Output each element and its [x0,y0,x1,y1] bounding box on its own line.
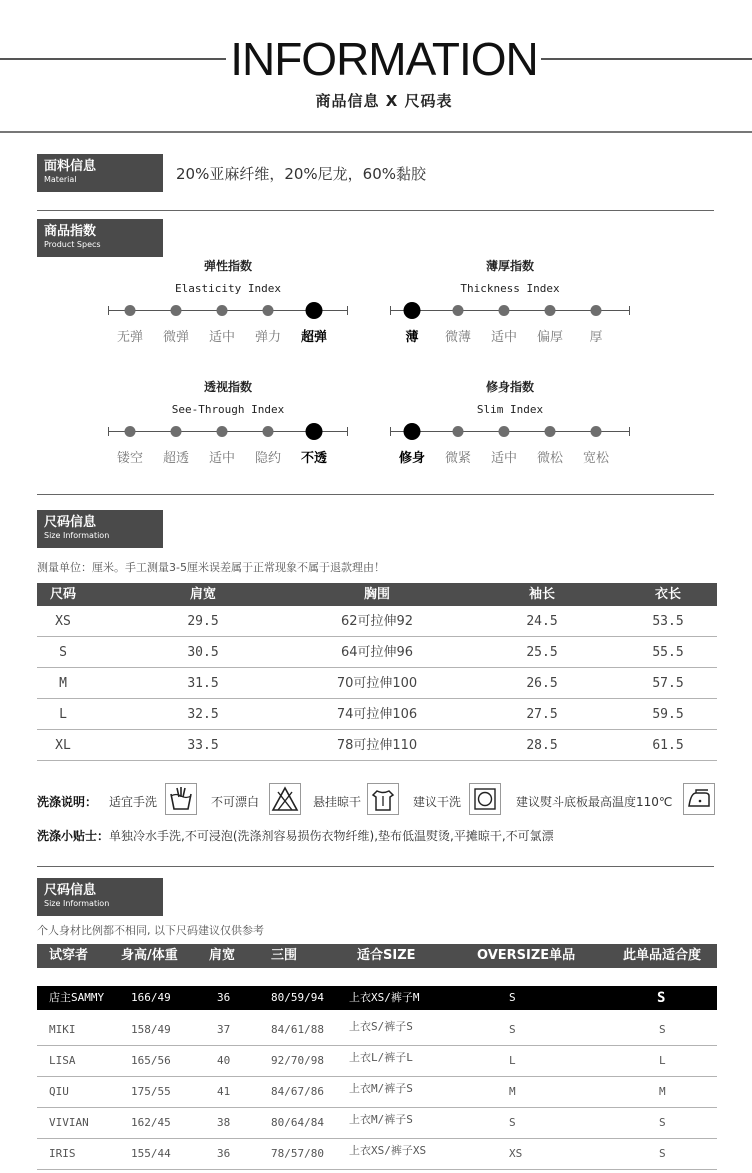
scale-label: 适中 [490,330,518,345]
fit-cell: 36 [217,991,231,1004]
size-cell: 32.5 [187,707,219,722]
size-cell: 24.5 [526,614,558,629]
scale-dot [591,426,602,437]
table-row [37,1139,717,1170]
size-table-header [37,583,717,606]
scale-end [347,306,348,315]
care-lead: 洗涤说明： [37,795,98,809]
scale-dot [306,423,323,440]
fit-cell: 上衣XS/裤子XS [349,1144,427,1157]
scale-dot [453,426,464,437]
fit-header-cell: OVERSIZE单品 [477,948,576,963]
scale-title-en: Thickness Index [460,282,560,295]
fit-cell: S [509,991,516,1004]
scale-dot [263,305,274,316]
scale-end [108,306,109,315]
scale-end [629,427,630,436]
table-row [37,1108,717,1139]
fit-header-cell: 试穿者 [49,948,89,963]
size-cell: 55.5 [652,645,684,660]
fit-cell: M [659,1085,666,1098]
scale-dot [217,305,228,316]
scale-label: 隐约 [254,451,282,466]
scale-dot [263,426,274,437]
scale-end [347,427,348,436]
hang-dry-icon [367,783,399,815]
size-cell: 25.5 [526,645,558,660]
size-cell: 74可拉伸106 [336,707,418,722]
size-cell: 64可拉伸96 [340,645,414,660]
fit-cell: 80/59/94 [271,991,324,1004]
scale-label: 镂空 [116,451,144,466]
fit-note: 个人身材比例都不相同, 以下尺码建议仅供参考 [37,924,264,937]
table-row [37,699,717,730]
fit-cell: 38 [217,1116,231,1129]
care-label-hang-dry: 悬挂晾干 [313,795,362,809]
scale-title-cn: 透视指数 [203,380,252,394]
measure-note: 测量单位：厘米。手工测量3-5厘米误差属于正常现象不属于退款理由！ [37,561,385,574]
scale-dot [217,426,228,437]
fit-cell: 40 [217,1054,231,1067]
scale-title-en: Elasticity Index [175,282,281,295]
scale-title-cn: 修身指数 [485,380,534,394]
fit-tag: 尺码信息 Size Information [37,878,163,916]
fit-cell: M [509,1085,516,1098]
scale-label: 适中 [208,330,236,345]
fit-cell: S [657,990,666,1006]
no-bleach-icon [269,783,301,815]
care-label-no-bleach: 不可漂白 [211,795,260,809]
dry-clean-icon [469,783,501,815]
size-cell: 31.5 [187,676,219,691]
fit-cell: 166/49 [131,991,171,1004]
size-header-cell: 衣长 [654,587,682,602]
size-cell: 27.5 [526,707,558,722]
fit-cell: 162/45 [131,1116,171,1129]
hand-wash-icon [165,783,197,815]
scale-end [108,427,109,436]
fit-cell: 上衣M/裤子S [349,1113,413,1126]
tips-lead: 洗涤小贴士： [37,829,110,843]
scale-title-en: See-Through Index [171,403,285,416]
scale-label: 宽松 [582,451,610,466]
size-cell: M [59,676,67,691]
table-row [37,730,717,761]
fit-cell: S [509,1023,516,1036]
scale-title-cn: 薄厚指数 [485,259,534,273]
fit-cell: 84/61/88 [271,1023,324,1036]
material-tag: 面料信息 Material [37,154,163,192]
fit-cell: 36 [217,1147,231,1160]
fit-cell: L [659,1054,666,1067]
fit-cell: MIKI [49,1023,76,1036]
care-tips [37,827,554,844]
scale-label: 微弹 [162,330,190,345]
scale-label: 偏厚 [536,330,564,345]
size-cell: S [59,645,67,660]
fit-header-cell: 适合SIZE [357,948,416,963]
care-label-iron: 建议熨斗底板最高温度110℃ [516,795,673,809]
fit-cell: S [659,1023,666,1036]
scale-label: 弹力 [254,330,282,345]
size-cell: 62可拉伸92 [340,614,414,629]
fit-table-header [37,944,717,968]
fit-cell: 78/57/80 [271,1147,324,1160]
fit-cell: 84/67/86 [271,1085,324,1098]
fit-cell: 上衣S/裤子S [349,1020,413,1033]
scale-dot [545,305,556,316]
page-title: INFORMATION [230,33,538,85]
size-cell: L [59,707,67,722]
size-cell: 78可拉伸110 [336,738,418,753]
fit-cell: L [509,1054,516,1067]
table-row [37,606,717,637]
fit-header-cell: 三围 [271,948,298,963]
fit-cell: 155/44 [131,1147,171,1160]
fit-cell: IRIS [49,1147,76,1160]
iron-icon [683,783,715,815]
tips-text: 单独冷水手洗,不可浸泡(洗涤剂容易损伤衣物纤维),垫布低温熨烫,平摊晾干,不可氯漂 [109,829,554,843]
scale-dot [404,302,421,319]
scale-dot [125,426,136,437]
size-cell: 70可拉伸100 [336,676,418,691]
fit-cell: 92/70/98 [271,1054,324,1067]
size-tag: 尺码信息 Size Information [37,510,163,548]
divider [37,494,714,495]
fit-cell: 店主SAMMY [49,991,105,1004]
scale-label: 无弹 [116,330,144,345]
divider [37,210,714,211]
fit-cell: S [659,1116,666,1129]
fit-header-cell: 身高/体重 [121,948,178,963]
size-cell: 53.5 [652,614,684,629]
table-row [37,668,717,699]
size-header-cell: 肩宽 [189,587,217,602]
fit-cell: QIU [49,1085,69,1098]
size-cell: 57.5 [652,676,684,691]
scale-title-en: Slim Index [476,403,544,416]
care-label-hand-wash: 适宜手洗 [109,795,158,809]
fit-cell: 80/64/84 [271,1116,324,1129]
scale-dot [125,305,136,316]
fit-cell: LISA [49,1054,76,1067]
size-cell: 33.5 [187,738,219,753]
size-cell: XL [55,738,71,753]
size-cell: 59.5 [652,707,684,722]
scale-title-cn: 弹性指数 [203,259,252,273]
scale-label: 超透 [162,451,190,466]
scale-end [390,306,391,315]
divider [37,866,714,867]
fit-cell: S [659,1147,666,1160]
scale-label: 不透 [300,451,328,466]
scale-label: 修身 [398,451,426,466]
size-header-cell: 胸围 [363,587,391,602]
fit-cell: 158/49 [131,1023,171,1036]
scale-dot [453,305,464,316]
scale-label: 薄 [405,330,419,345]
scale-dot [591,305,602,316]
scale-label: 适中 [490,451,518,466]
fit-header-cell: 此单品适合度 [623,948,702,963]
material-composition: 20%亚麻纤维，20%尼龙，60%黏胶 [176,165,427,183]
table-row [37,1015,717,1046]
scale-dot [171,305,182,316]
page-subtitle: 商品信息 X 尺码表 [315,92,453,110]
table-row [37,1077,717,1108]
fit-cell: 上衣M/裤子S [349,1082,413,1095]
fit-cell: 上衣XS/裤子M [349,991,420,1004]
table-row [37,637,717,668]
scale-dot [171,426,182,437]
fit-cell: 175/55 [131,1085,171,1098]
scale-label: 超弹 [300,330,328,345]
scale-label: 微薄 [444,330,472,345]
size-header-cell: 袖长 [528,587,556,602]
specs-tag: 商品指数 Product Specs [37,219,163,257]
scale-dot [499,426,510,437]
fit-cell: 165/56 [131,1054,171,1067]
fit-cell: S [509,1116,516,1129]
scale-dot [499,305,510,316]
care-label-dry-clean: 建议干洗 [413,795,462,809]
scale-label: 微松 [536,451,564,466]
size-cell: 26.5 [526,676,558,691]
fit-cell: 37 [217,1023,231,1036]
scale-end [629,306,630,315]
fit-cell: XS [509,1147,523,1160]
scale-dot [545,426,556,437]
scale-label: 厚 [589,330,603,345]
size-cell: XS [55,614,71,629]
fit-cell: VIVIAN [49,1116,89,1129]
scale-label: 适中 [208,451,236,466]
scale-label: 微紧 [444,451,472,466]
size-cell: 28.5 [526,738,558,753]
fit-cell: 上衣L/裤子L [349,1051,413,1064]
size-cell: 61.5 [652,738,684,753]
fit-header-cell: 肩宽 [209,948,236,963]
fit-cell: 41 [217,1085,231,1098]
scale-dot [306,302,323,319]
table-row [37,986,717,1010]
scale-dot [404,423,421,440]
table-row [37,1046,717,1077]
scale-end [390,427,391,436]
size-cell: 30.5 [187,645,219,660]
size-cell: 29.5 [187,614,219,629]
care-instructions [37,783,717,819]
divider [0,131,752,133]
size-header-cell: 尺码 [49,587,77,602]
